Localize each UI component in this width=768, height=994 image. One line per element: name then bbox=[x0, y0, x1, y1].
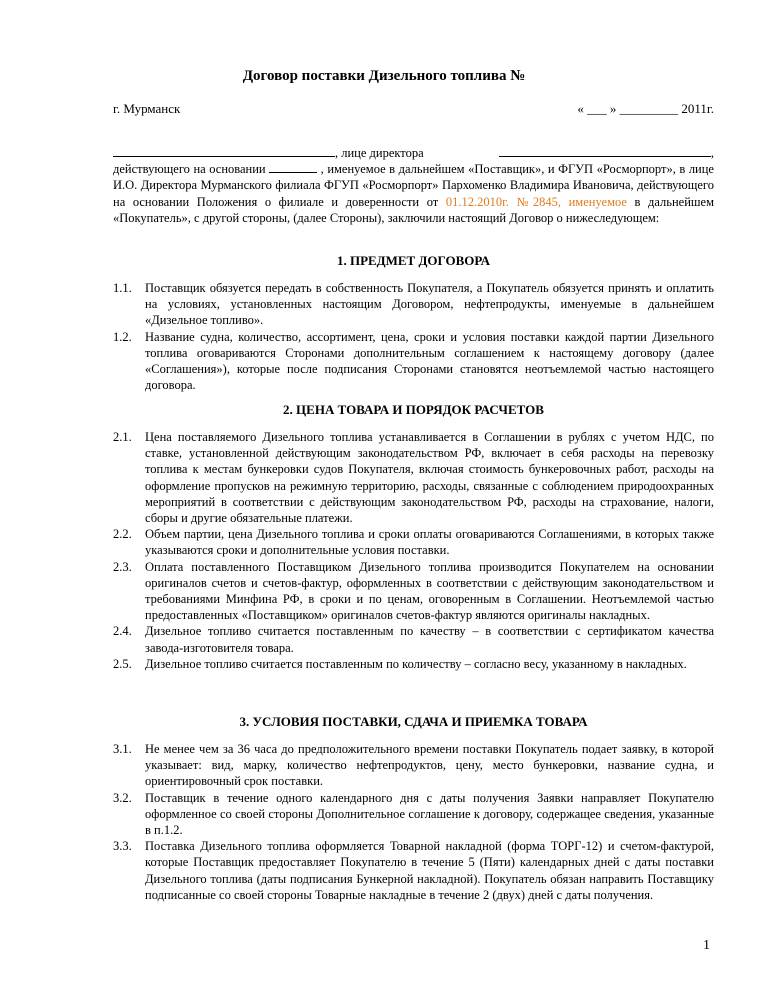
clause-number: 2.2. bbox=[113, 527, 132, 542]
clause-text: Поставщик в течение одного календарного дня с даты получения Заявки направляет Покупателю оформленное со своей стороны Дополнительное соглашение к договору, содержащее сведения, указанные в п.1.2. bbox=[145, 790, 714, 838]
clause-text: Объем партии, цена Дизельного топлива и сроки оплаты оговариваются Соглашениями, в которых также указываются сроки и дополнительные условия поставки. bbox=[145, 527, 714, 558]
clause-number: 3.3. bbox=[113, 839, 132, 854]
city: г. Мурманск bbox=[113, 101, 181, 116]
clause bbox=[113, 790, 714, 839]
power-of-attorney-ref: 01.12.2010г. №2845, именуемое bbox=[445, 194, 627, 209]
preamble-part-3: действующего на основании bbox=[113, 162, 266, 177]
clause-number: 3.2. bbox=[113, 790, 132, 805]
clause bbox=[113, 559, 714, 624]
section-heading-1: 1. ПРЕДМЕТ ДОГОВОРА bbox=[336, 253, 491, 268]
clause-text: Не менее чем за 36 часа до предположительного времени поставки Покупатель подает заявку, в которой указывает: вид, марку, количество нефтепродуктов, цену, место бункеровки, название судна, и ориентировочный срок поставки. bbox=[145, 742, 714, 789]
clause-number: 2.3. bbox=[113, 559, 132, 574]
page-number: 1 bbox=[703, 938, 710, 953]
section-heading-3: 3. УСЛОВИЯ ПОСТАВКИ, СДАЧА И ПРИЕМКА ТОВАРА bbox=[239, 714, 588, 729]
clause bbox=[113, 741, 714, 790]
clause bbox=[113, 526, 714, 558]
clause bbox=[113, 838, 714, 903]
document-title: Договор поставки Дизельного топлива № bbox=[242, 68, 526, 84]
clause-text: Поставка Дизельного топлива оформляется Товарной накладной (форма ТОРГ-12) и счетом-фактурой, которые Поставщик предоставляет Покупателю в течение 5 (Пяти) календарных дней с даты поставки Дизельного топлива (даты подписания Бункерной накладной). Покупатель обязан направить Поставщику подписанные со своей стороны Товарные накладные в течение 2 (двух) дней с даты получения. bbox=[145, 839, 714, 902]
clause bbox=[113, 329, 714, 394]
city-date-line bbox=[113, 101, 714, 117]
preamble-part-2: , bbox=[710, 146, 714, 160]
clause bbox=[113, 429, 714, 526]
clause-number: 2.1. bbox=[113, 430, 132, 444]
preamble-part-4: , именуемое в дальнейшем «Поставщик», и ФГУП «Росморпорт», в лице И.О. Директора Мурманского филиала ФГУП «Росморпорт» Пархоменко Владимира Ивановича, действующего на основании Положения о филиале и доверенности от bbox=[113, 162, 714, 209]
clause-number: 2.5. bbox=[113, 656, 132, 671]
clause bbox=[113, 623, 714, 655]
section-3-items bbox=[113, 741, 714, 903]
contract-date: « ___ » _________ 2011г. bbox=[577, 101, 714, 116]
clause-number: 1.2. bbox=[113, 329, 132, 344]
section-2-items bbox=[113, 429, 714, 672]
clause-text: Дизельное топливо считается поставленным по качеству – в соответствии с сертификатом качества завода-изготовителя товара. bbox=[145, 624, 714, 655]
clause-text: Название судна, количество, ассортимент, цена, сроки и условия поставки каждой партии Дизельного топлива оговариваются Сторонами дополнительным соглашением к настоящему договору (далее «Соглашения»), которые после подписания Сторонами становятся неотъемлемой частью настоящего договора. bbox=[145, 329, 714, 393]
section-1-items bbox=[113, 280, 714, 393]
preamble-line-1 bbox=[113, 145, 714, 161]
section-heading-2: 2. ЦЕНА ТОВАРА И ПОРЯДОК РАСЧЕТОВ bbox=[283, 402, 544, 417]
clause-number: 1.1. bbox=[113, 281, 132, 295]
clause-number: 2.4. bbox=[113, 624, 132, 639]
clause-text: Оплата поставленного Поставщиком Дизельного топлива производится Покупателем на основании оригиналов счетов и счетов-фактур, оформленных в соответствии с действующим законодательством и требованиями Минфина РФ, в сроки и по ценам, оговоренным в Соглашении. Неотъемлемой частью предоставленных «Поставщиком» оригиналов счетов-фактур являются оригиналы накладных. bbox=[145, 559, 714, 623]
preamble-part-5: в дальнейшем «Покупатель», с другой стороны, (далее Стороны), заключили настоящий Договор о нижеследующем: bbox=[113, 194, 715, 225]
clause bbox=[113, 280, 714, 329]
clause-text: Дизельное топливо считается поставленным по количеству – согласно весу, указанному в накладных. bbox=[145, 656, 687, 671]
preamble-part-1: , лице директора bbox=[335, 146, 424, 160]
clause-text: Цена поставляемого Дизельного топлива устанавливается в Соглашении в рублях с учетом НДС, по ставке, установленной действующим законодательством РФ, включает в себя расходы на перевозку топлива к местам бункеровки судов Покупателя, включая стоимость бункеровочных работ, расходы на оформление пропусков на режимную территорию, расходы, связанные с соблюдением природоохранных мероприятий в соответствии с действующим законодательством РФ, расходы на страхование, налоги, сборы и другие обязательные платежи. bbox=[145, 430, 714, 526]
clause-text: Поставщик обязуется передать в собственность Покупателя, а Покупатель обязуется принять и оплатить на условиях, установленных настоящим Договором, нефтепродукты, именуемые в дальнейшем «Дизельное топливо». bbox=[145, 281, 714, 328]
clause-number: 3.1. bbox=[113, 742, 132, 756]
clause bbox=[113, 656, 714, 672]
preamble bbox=[113, 145, 714, 226]
